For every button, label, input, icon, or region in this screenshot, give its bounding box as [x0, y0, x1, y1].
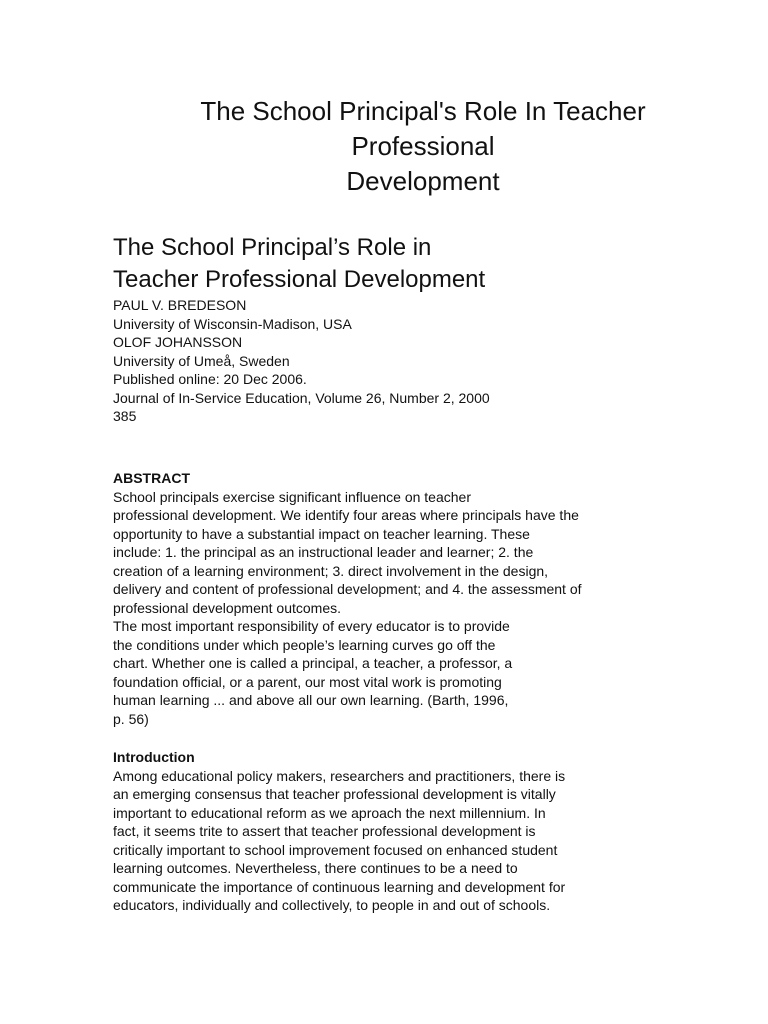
author-name: OLOF JOHANSSON	[113, 334, 243, 350]
introduction-line: educators, individually and collectively, to people in and out of schools.	[113, 897, 551, 913]
page-title-line: Development	[346, 166, 500, 196]
quote-line: human learning ... and above all our own learning. (Barth, 1996,	[113, 692, 509, 708]
page-number: 385	[113, 408, 137, 424]
page-title-line: Professional	[351, 131, 495, 161]
introduction-section	[113, 748, 673, 915]
introduction-heading: Introduction	[113, 749, 195, 765]
quote-line: p. 56)	[113, 710, 149, 727]
introduction-line: Among educational policy makers, researchers and practitioners, there is	[113, 767, 566, 784]
article-title	[113, 232, 673, 296]
page-title-line: The School Principal's Role In Teacher	[200, 96, 646, 126]
article-metadata	[113, 296, 673, 426]
introduction-line: fact, it seems trite to assert that teacher professional development is	[113, 823, 536, 839]
introduction-line: critically important to school improvement focused on enhanced student	[113, 841, 558, 858]
abstract-line: creation of a learning environment; 3. direct involvement in the design,	[113, 562, 549, 579]
quote-line: chart. Whether one is called a principal, a teacher, a professor, a	[113, 655, 513, 671]
quote-line: the conditions under which people’s learning curves go off the	[113, 636, 496, 653]
quote-line: The most important responsibility of every educator is to provide	[113, 618, 510, 634]
journal-citation: Journal of In-Service Education, Volume 26, Number 2, 2000	[113, 389, 490, 406]
abstract-line: include: 1. the principal as an instructional leader and learner; 2. the	[113, 544, 534, 560]
abstract-section	[113, 469, 673, 728]
abstract-line: opportunity to have a substantial impact on teacher learning. These	[113, 525, 530, 542]
article-title-line: Teacher Professional Development	[113, 266, 486, 293]
page-title	[140, 94, 706, 199]
abstract-line: School principals exercise significant influence on teacher	[113, 488, 471, 505]
abstract-line: professional development outcomes.	[113, 599, 342, 616]
article-title-line: The School Principal’s Role in	[113, 234, 432, 261]
publication-date: Published online: 20 Dec 2006.	[113, 371, 307, 387]
author-affiliation: University of Wisconsin-Madison, USA	[113, 315, 352, 332]
quote-line: foundation official, or a parent, our most vital work is promoting	[113, 673, 502, 690]
author-name: PAUL V. BREDESON	[113, 297, 247, 313]
abstract-line: professional development. We identify four areas where principals have the	[113, 507, 579, 523]
introduction-line: important to educational reform as we aproach the next millennium. In	[113, 804, 546, 821]
author-affiliation: University of Umeå, Sweden	[113, 352, 290, 369]
introduction-line: communicate the importance of continuous learning and development for	[113, 878, 566, 895]
abstract-heading: ABSTRACT	[113, 470, 190, 486]
abstract-line: delivery and content of professional development; and 4. the assessment of	[113, 581, 582, 597]
introduction-line: an emerging consensus that teacher professional development is vitally	[113, 786, 556, 802]
introduction-line: learning outcomes. Nevertheless, there continues to be a need to	[113, 860, 518, 876]
